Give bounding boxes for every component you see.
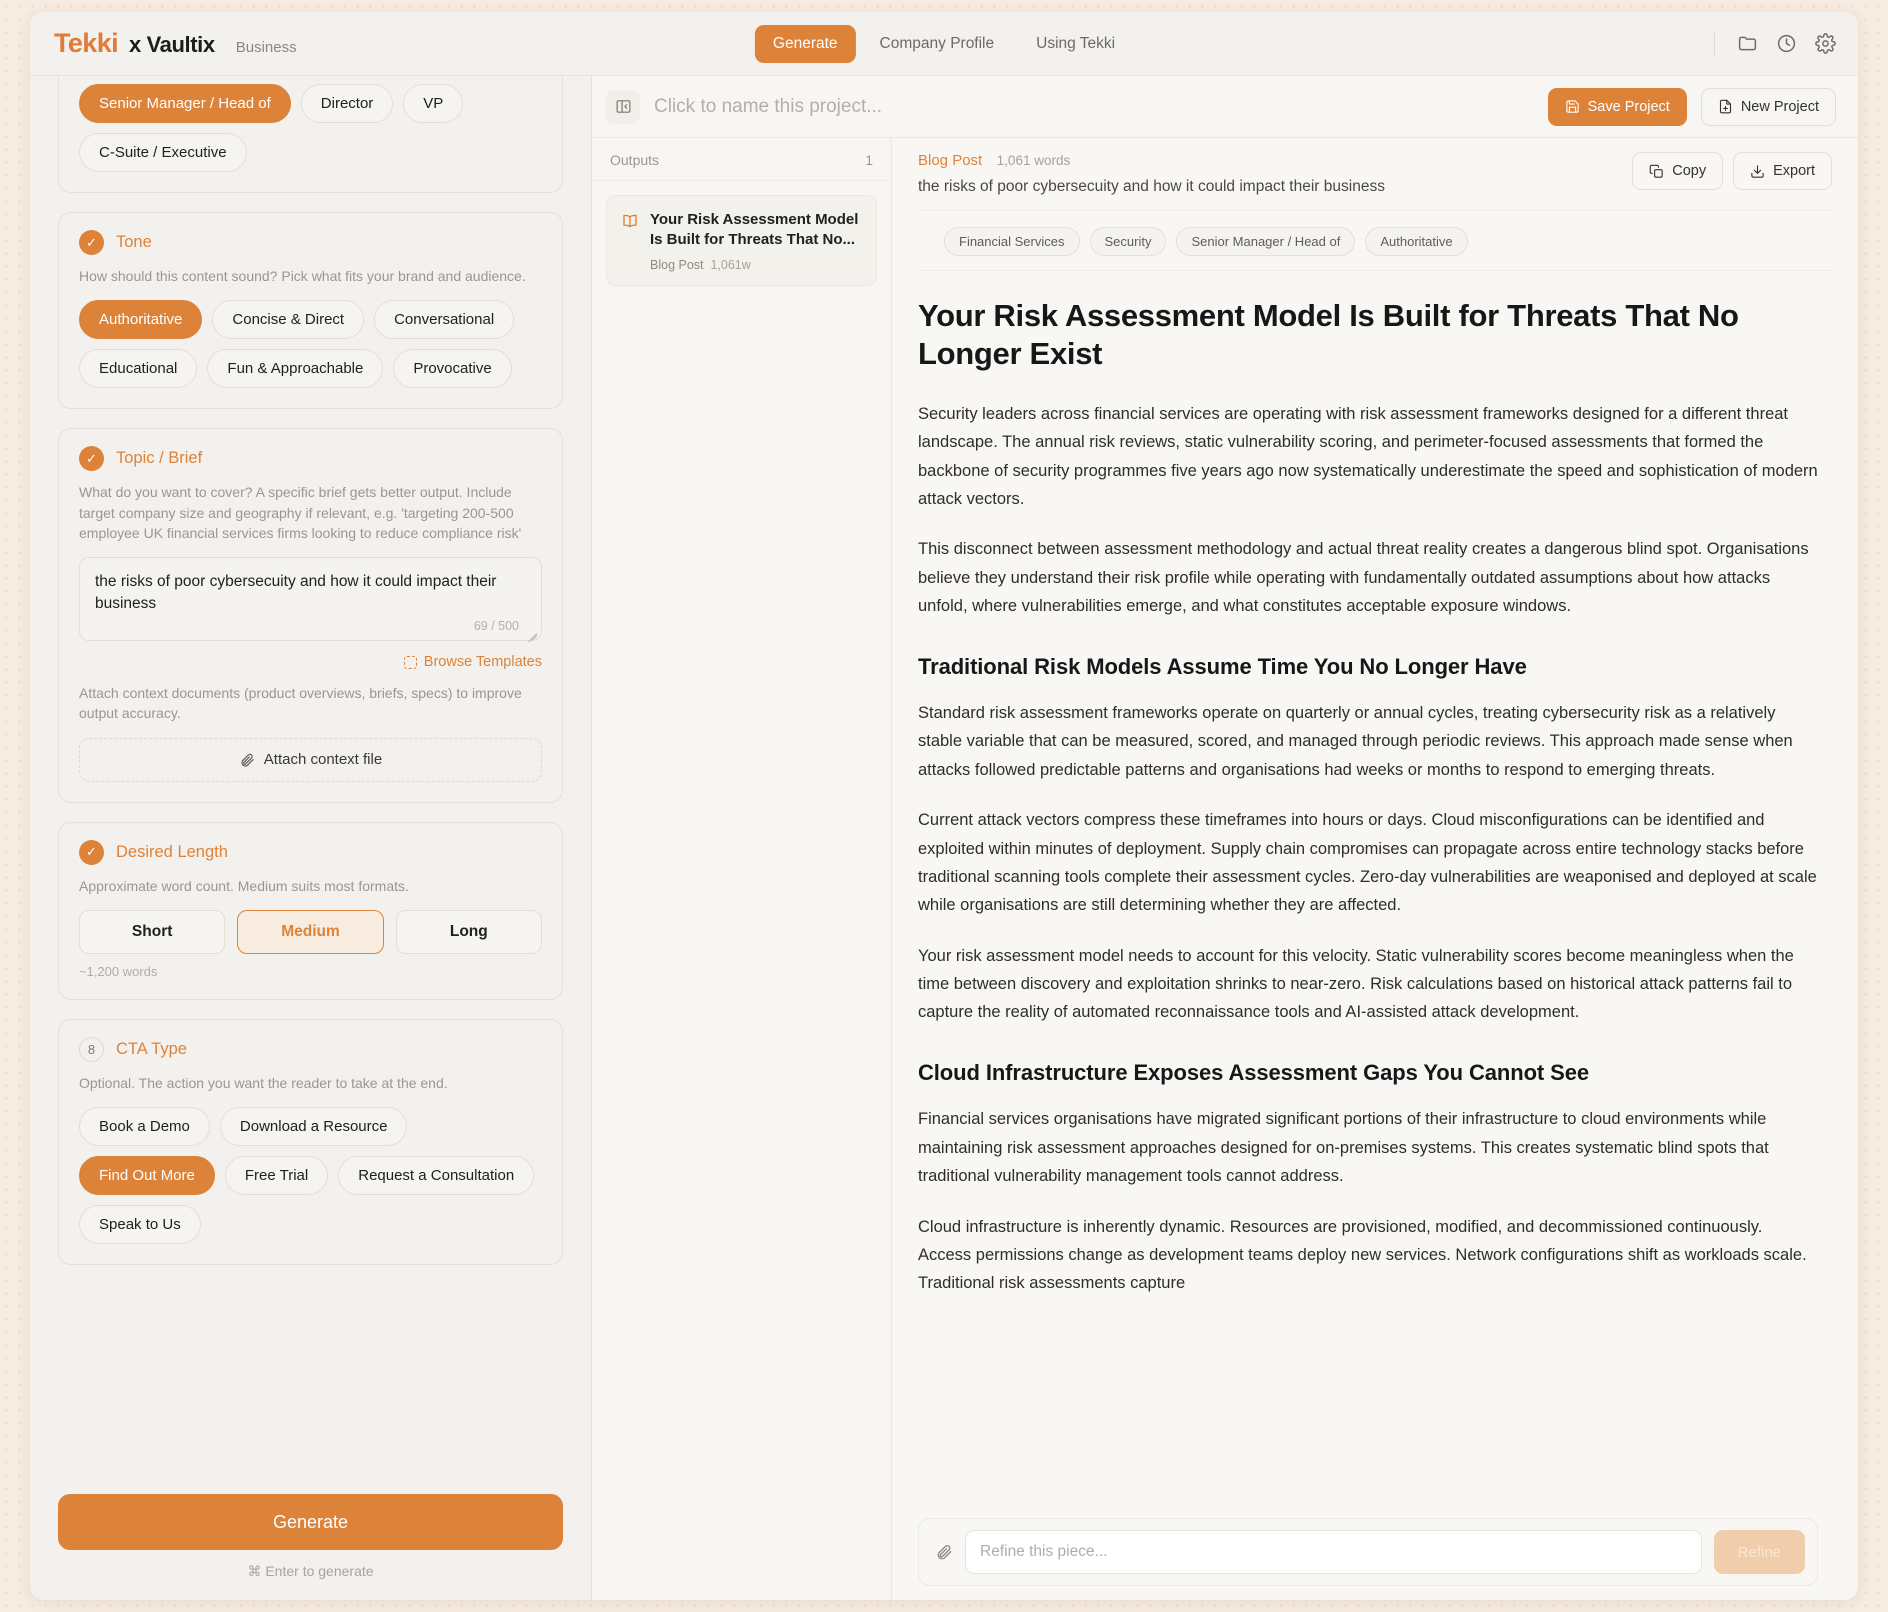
open-book-icon — [621, 212, 639, 230]
length-option-short[interactable]: Short — [79, 910, 225, 954]
chip-vp[interactable]: VP — [403, 84, 463, 123]
desired-length-card — [58, 822, 563, 1000]
length-description: Approximate word count. Medium suits most formats. — [79, 877, 409, 894]
browse-templates-label: Browse Templates — [423, 654, 542, 671]
tag-financial-services[interactable]: Financial Services — [944, 227, 1080, 256]
document-meta — [918, 152, 1385, 196]
chip-concise-direct[interactable]: Concise & Direct — [212, 300, 364, 339]
document-header — [892, 138, 1858, 271]
article-paragraph: Financial services organisations have migrated significant portions of their infrastructure to cloud environments while maintaining risk assessment approaches designed for on-premises systems. This creates systematic blind spots that traditional vulnerability management tools cannot address. — [918, 1110, 1769, 1186]
length-option-medium[interactable]: Medium — [237, 910, 383, 954]
plan-label: Business — [235, 39, 297, 56]
refine-bar — [918, 1518, 1818, 1586]
chip-fun-approachable[interactable]: Fun & Approachable — [207, 349, 383, 388]
article-heading: Traditional Risk Models Assume Time You No Longer Have — [918, 653, 1527, 679]
tag-security[interactable]: Security — [1090, 227, 1167, 256]
generate-shortcut-hint: ⌘ Enter to generate — [247, 1563, 374, 1579]
browse-templates-button[interactable] — [404, 654, 542, 670]
brand-name: Tekki — [54, 28, 119, 58]
browse-templates-row — [79, 654, 542, 670]
attach-context-file-button[interactable] — [79, 738, 542, 782]
gear-icon[interactable] — [1815, 33, 1836, 54]
outputs-panel — [592, 138, 892, 1600]
article-paragraph: Standard risk assessment frameworks operate on quarterly or annual cycles, treating cybersecurity risk as a relatively stable variable that can be measured, scored, and managed through periodic reviews. This approach made sense when attacks followed predictable patterns and organisations had weeks or months to respond to emerging threats. — [918, 704, 1793, 779]
nav-using-tekki[interactable]: Using Tekki — [1036, 34, 1116, 52]
chip-speak-to-us[interactable]: Speak to Us — [79, 1205, 201, 1244]
top-bar — [30, 12, 1858, 76]
length-option-long[interactable]: Long — [396, 910, 542, 954]
brand-dot-icon — [1855, 13, 1858, 18]
paperclip-icon — [239, 752, 255, 768]
article-heading: Cloud Infrastructure Exposes Assessment Gaps You Cannot See — [918, 1059, 1589, 1085]
tone-header — [79, 230, 542, 255]
app-window — [30, 12, 1858, 1600]
top-nav — [755, 25, 1133, 63]
length-word-estimate: ~1,200 words — [79, 964, 158, 980]
topic-header — [79, 446, 542, 471]
tone-card — [58, 212, 563, 409]
copy-button[interactable] — [1632, 152, 1723, 190]
outputs-header — [592, 138, 891, 181]
workspace-panes — [592, 138, 1858, 1600]
cta-description: Optional. The action you want the reader to take at the end. — [79, 1075, 448, 1092]
output-kind: Blog Post — [650, 257, 704, 272]
seniority-card — [58, 76, 563, 193]
check-icon: ✓ — [79, 446, 104, 471]
workspace — [592, 76, 1858, 1600]
output-title: Your Risk Assessment Model Is Built for Threats That No... — [650, 211, 859, 249]
attach-context-file-label: Attach context file — [263, 751, 383, 769]
chip-authoritative[interactable]: Authoritative — [79, 300, 202, 339]
cta-header — [79, 1037, 542, 1062]
textarea-resize-handle[interactable] — [525, 624, 537, 636]
chip-conversational[interactable]: Conversational — [374, 300, 514, 339]
output-meta — [650, 258, 862, 272]
generate-area — [58, 1494, 563, 1580]
tone-title: Tone — [116, 233, 152, 251]
chip-book-a-demo[interactable]: Book a Demo — [79, 1107, 210, 1146]
collapse-sidebar-button[interactable] — [606, 90, 640, 124]
tone-chip-group — [79, 300, 542, 388]
document-meta-line — [918, 152, 1385, 170]
config-sidebar — [30, 76, 592, 1600]
output-word-count: 1,061w — [710, 257, 751, 272]
attach-description: Attach context documents (product overviews, briefs, specs) to improve output accuracy. — [79, 685, 522, 722]
document-actions — [1632, 152, 1832, 190]
project-name-input[interactable]: Click to name this project... — [654, 95, 883, 117]
article-paragraph: This disconnect between assessment methodology and actual threat reality creates a dangerous blind spot. Organisations believe they understand their risk profile while operating with fundamentally outdated assumptions about how attacks unfold, where vulnerabilities emerge, and what constitutes acceptable exposure windows. — [918, 540, 1809, 616]
article-paragraph: Your risk assessment model needs to account for this velocity. Static vulnerability scores become meaningless when the time between discovery and exploitation shrinks to near-zero. Risk calculations based on historical attack patterns fail to capture the reality of automated reconnaissance tools and AI-assisted attack development. — [918, 946, 1794, 1022]
outputs-label: Outputs — [610, 152, 660, 168]
step-number-badge: 8 — [79, 1037, 104, 1062]
list-item[interactable] — [606, 195, 877, 286]
brand-logo[interactable] — [54, 28, 297, 59]
topic-value: the risks of poor cybersecuity and how it could impact their business — [95, 573, 497, 612]
cta-title: CTA Type — [116, 1040, 187, 1059]
topic-title: Topic / Brief — [116, 449, 203, 468]
copy-label: Copy — [1672, 163, 1707, 179]
cta-chip-group — [79, 1107, 542, 1244]
check-icon: ✓ — [79, 230, 104, 255]
template-grid-icon — [404, 656, 417, 669]
article-paragraph: Security leaders across financial services are operating with risk assessment frameworks designed for a different threat landscape. The annual risk reviews, static vulnerability scoring, and perimeter-focused assessments that formed the backbone of security programmes five years ago now systematically underestimate the speed and sophistication of modern attack vectors. — [918, 404, 1818, 508]
chip-provocative[interactable]: Provocative — [393, 349, 511, 388]
length-header — [79, 840, 542, 865]
article-paragraph: Cloud infrastructure is inherently dynamic. Resources are provisioned, modified, and decommissioned continuously. Access permissions change as development teams deploy new services. Network configurations shift as workloads scale. Traditional risk assessments capture — [918, 1217, 1807, 1293]
document-word-count: 1,061 words — [996, 153, 1071, 168]
new-file-icon — [1718, 99, 1733, 114]
topic-char-counter: 69 / 500 — [473, 619, 519, 634]
cta-type-card — [58, 1019, 563, 1265]
chip-download-a-resource[interactable]: Download a Resource — [220, 1107, 408, 1146]
topic-description: What do you want to cover? A specific brief gets better output. Include target company size and geography if relevant, e.g. 'targeting 200-500 employee UK financial services firms looking to reduce compliance risk' — [79, 484, 522, 541]
chip-find-out-more[interactable]: Find Out More — [79, 1156, 215, 1195]
check-icon: ✓ — [79, 840, 104, 865]
save-project-label: Save Project — [1587, 98, 1670, 115]
chip-free-trial[interactable]: Free Trial — [225, 1156, 328, 1195]
seniority-chip-group — [79, 84, 542, 172]
outputs-count: 1 — [865, 152, 873, 168]
new-project-button[interactable] — [1701, 88, 1836, 126]
download-icon — [1750, 164, 1765, 179]
history-clock-icon[interactable] — [1776, 33, 1797, 54]
toolbar-divider — [1714, 32, 1715, 56]
list-item-text — [650, 210, 862, 272]
save-disk-icon — [1565, 99, 1580, 114]
length-title: Desired Length — [116, 842, 228, 861]
new-project-label: New Project — [1740, 98, 1819, 115]
chip-educational[interactable]: Educational — [79, 349, 197, 388]
length-segmented-control — [79, 910, 542, 954]
copy-icon — [1649, 164, 1664, 179]
nav-company-profile[interactable]: Company Profile — [879, 34, 995, 52]
generate-button[interactable]: Generate — [58, 1494, 563, 1550]
article-title: Your Risk Assessment Model Is Built for Threats That No Longer Exist — [918, 298, 1739, 372]
tag-senior-manager[interactable]: Senior Manager / Head of — [1176, 227, 1355, 256]
document-kind: Blog Post — [918, 152, 983, 169]
top-icon-group — [1714, 32, 1836, 56]
brand-partner: x Vaultix — [129, 32, 215, 57]
document-subtitle: the risks of poor cybersecuity and how it could impact their business — [918, 178, 1385, 195]
document-header-row — [918, 152, 1832, 196]
article-paragraph: Current attack vectors compress these timeframes into hours or days. Cloud misconfigurations can be identified and exploited within minutes of deployment. Supply chain compromises can propagate across entire technology stacks before traditional scanning tools complete their assessment cycles. Zero-day vulnerabilities are weaponised and deployed at scale while organisations are still determining whether they are affected. — [918, 811, 1817, 915]
chip-c-suite[interactable]: C-Suite / Executive — [79, 133, 247, 172]
app-body — [30, 76, 1858, 1600]
topic-textarea[interactable] — [79, 557, 542, 641]
nav-generate[interactable]: Generate — [755, 25, 856, 63]
chip-director[interactable]: Director — [301, 84, 394, 123]
document-body — [892, 271, 1858, 1600]
panel-collapse-icon — [615, 98, 632, 115]
paperclip-icon[interactable] — [935, 1543, 953, 1561]
topic-brief-card — [58, 428, 563, 802]
chip-senior-manager[interactable]: Senior Manager / Head of — [79, 84, 291, 123]
export-label: Export — [1773, 163, 1815, 179]
refine-input[interactable] — [965, 1530, 1702, 1574]
tag-authoritative[interactable]: Authoritative — [1365, 227, 1467, 256]
chip-request-a-consultation[interactable]: Request a Consultation — [338, 1156, 534, 1195]
document-tags — [918, 210, 1832, 271]
project-bar — [592, 76, 1858, 138]
folder-icon[interactable] — [1737, 33, 1758, 54]
document-panel — [892, 138, 1858, 1600]
refine-button[interactable]: Refine — [1714, 1530, 1805, 1574]
export-button[interactable] — [1733, 152, 1832, 190]
tone-description: How should this content sound? Pick what fits your brand and audience. — [79, 268, 526, 284]
save-project-button[interactable] — [1548, 88, 1687, 126]
